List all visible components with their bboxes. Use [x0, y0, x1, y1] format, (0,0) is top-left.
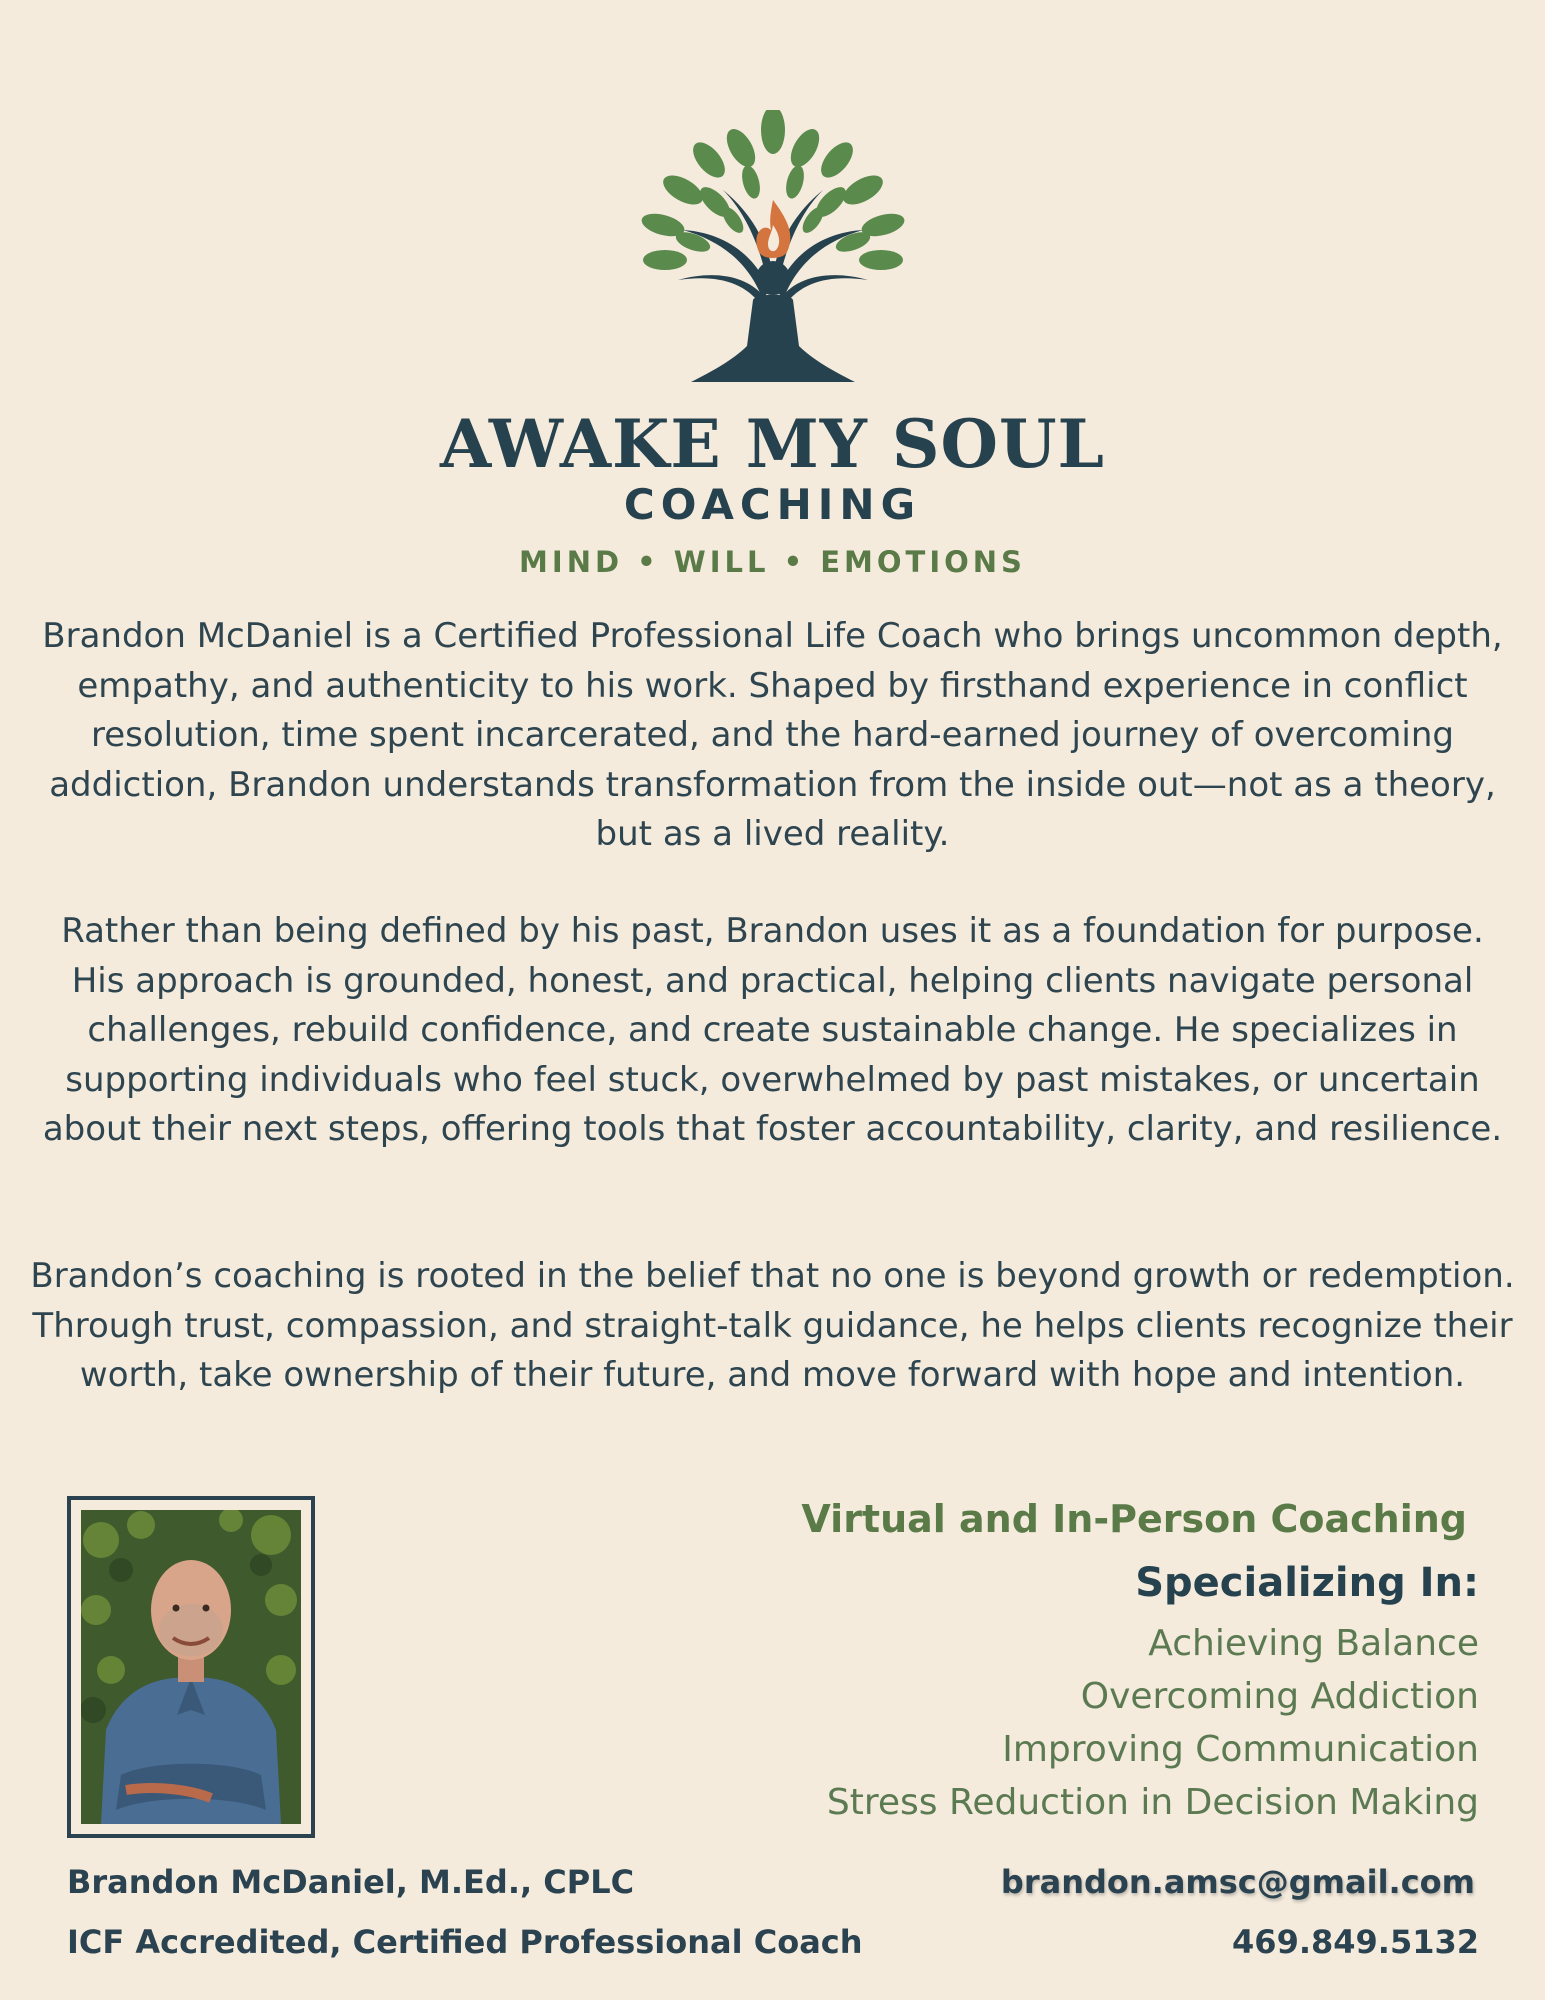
brand-tagline: MIND • WILL • EMOTIONS [519, 545, 1026, 579]
bio-paragraph-2: Rather than being defined by his past, Brandon uses it as a foundation for purpose. His approach is grounded, honest, and practical, helping clients navigate personal challenges, rebuild confidence, and create sustainable change. He specializes in supporting individuals who feel stuck, overwhelmed by past mistakes, or uncertain about their next steps, offering tools that foster accountability, clarity, and resilience. [42, 911, 1503, 1149]
contact-email[interactable]: brandon.amsc@gmail.com [1000, 1863, 1475, 1901]
logo [0, 110, 1545, 410]
coach-name-credentials: Brandon McDaniel, M.Ed., CPLC [67, 1863, 635, 1901]
specialty-item: Achieving Balance [1148, 1623, 1479, 1664]
contact-phone[interactable]: 469.849.5132 [1232, 1923, 1479, 1961]
coach-portrait-photo [81, 1510, 301, 1824]
coaching-modality: Virtual and In-Person Coaching [801, 1497, 1467, 1541]
tree-meditating-figure-flame-icon [623, 110, 923, 400]
brand-name: AWAKE MY SOUL [440, 405, 1105, 483]
specialties-list [827, 1617, 1479, 1829]
coach-photo-frame [67, 1496, 315, 1838]
specialty-item: Improving Communication [1002, 1729, 1479, 1770]
specialty-item: Overcoming Addiction [1080, 1676, 1479, 1717]
specializing-title: Specializing In: [1135, 1560, 1479, 1606]
specialty-item: Stress Reduction in Decision Making [826, 1782, 1479, 1823]
coach-accreditation: ICF Accredited, Certified Professional Coach [67, 1923, 863, 1961]
brand-subtitle: COACHING [623, 480, 922, 529]
bio-paragraph-3: Brandon’s coaching is rooted in the belief that no one is beyond growth or redemption. Through trust, compassion, and straight-talk guidance, he helps clients recognize their worth, take ownership of their future, and move forward with hope and intention. [30, 1256, 1515, 1395]
bio-paragraph-1: Brandon McDaniel is a Certified Professional Life Coach who brings uncommon depth, empathy, and authenticity to his work. Shaped by firsthand experience in conflict resolution, time spent incarcerated, and the hard-earned journey of overcoming addiction, Brandon understands transformation from the inside out—not as a theory, but as a lived reality. [42, 616, 1503, 854]
